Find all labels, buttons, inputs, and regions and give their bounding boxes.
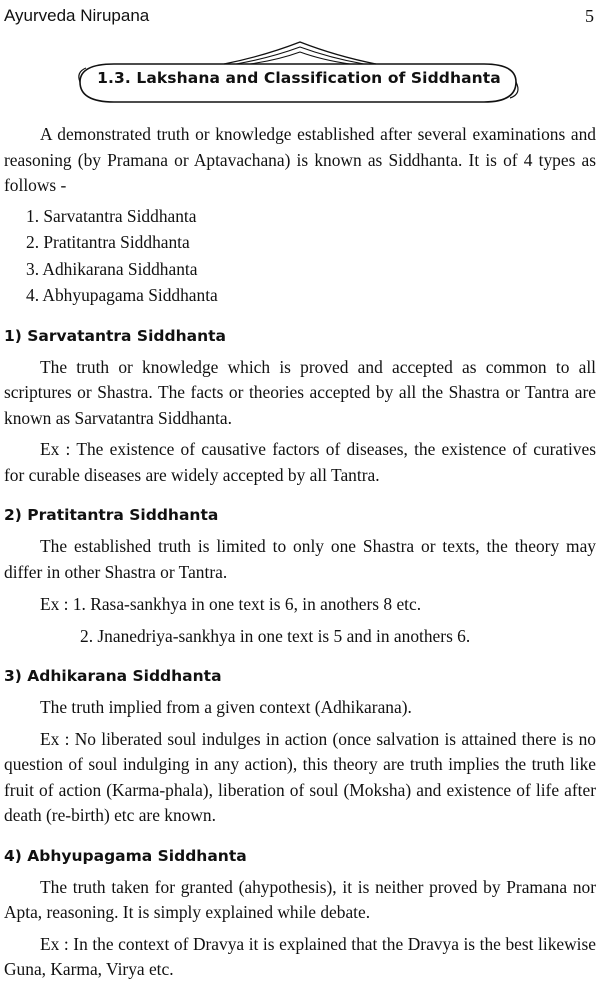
list-item: 1. Sarvatantra Siddhanta xyxy=(26,205,197,226)
list-item: 4. Abhyupagama Siddhanta xyxy=(26,285,218,305)
section-title-frame xyxy=(74,38,524,112)
running-title: Ayurveda Nirupana xyxy=(4,6,150,25)
subsection-heading-adhikarana: 3) Adhikarana Siddhanta xyxy=(4,667,222,685)
subsection-body: The truth taken for granted (ahypothesis), it is neither proved by Pramana nor Apta, reasoning. It is simply explained while debate. xyxy=(4,876,596,922)
subsection-example: Ex : The existence of causative factors of diseases, the existence of curatives for curable diseases are widely accepted by all Tantra. xyxy=(4,439,596,485)
page-number: 5 xyxy=(585,6,594,26)
subsection-example: 2. Jnanedriya-sankhya in one text is 5 and in anothers 6. xyxy=(80,625,471,646)
subsection-body: The truth or knowledge which is proved and accepted as common to all scriptures or Shastra. The facts or theories accepted by all the Shastra or Tantra are known as Sarvatantra Siddhanta. xyxy=(4,356,596,428)
subsection-example: Ex : 1. Rasa-sankhya in one text is 6, in anothers 8 etc. xyxy=(40,594,422,614)
intro-paragraph: A demonstrated truth or knowledge established after several examinations and reasoning (by Pramana or Aptavachana) is known as Siddhanta. It is of 4 types as follows - xyxy=(4,124,596,195)
list-item: 2. Pratitantra Siddhanta xyxy=(26,232,190,252)
section-title xyxy=(74,69,524,87)
running-header xyxy=(4,6,594,30)
subsection-body: The truth implied from a given context (Adhikarana). xyxy=(40,697,412,717)
types-list xyxy=(4,203,596,309)
subsection-heading-abhyupagama: 4) Abhyupagama Siddhanta xyxy=(4,846,247,865)
section-title-text: Lakshana and Classification of Siddhanta xyxy=(136,69,501,87)
section-number: 1.3. xyxy=(97,69,131,87)
subsection-heading-pratitantra: 2) Pratitantra Siddhanta xyxy=(4,506,219,524)
subsection-heading-sarvatantra: 1) Sarvatantra Siddhanta xyxy=(4,326,226,345)
subsection-body: The established truth is limited to only one Shastra or texts, the theory may differ in other Shastra or Tantra. xyxy=(4,536,596,582)
subsection-example: Ex : In the context of Dravya it is explained that the Dravya is the best likewise Guna, Karma, Virya etc. xyxy=(4,933,596,979)
list-item: 3. Adhikarana Siddhanta xyxy=(26,258,198,279)
page-content xyxy=(4,122,596,983)
subsection-example: Ex : No liberated soul indulges in action (once salvation is attained there is no question of soul indulging in any action), this theory are truth implies the truth like fruit of action (Karma-phala), liberation of soul (Moksha) and existence of life after death (re-birth) etc are known. xyxy=(4,728,596,825)
